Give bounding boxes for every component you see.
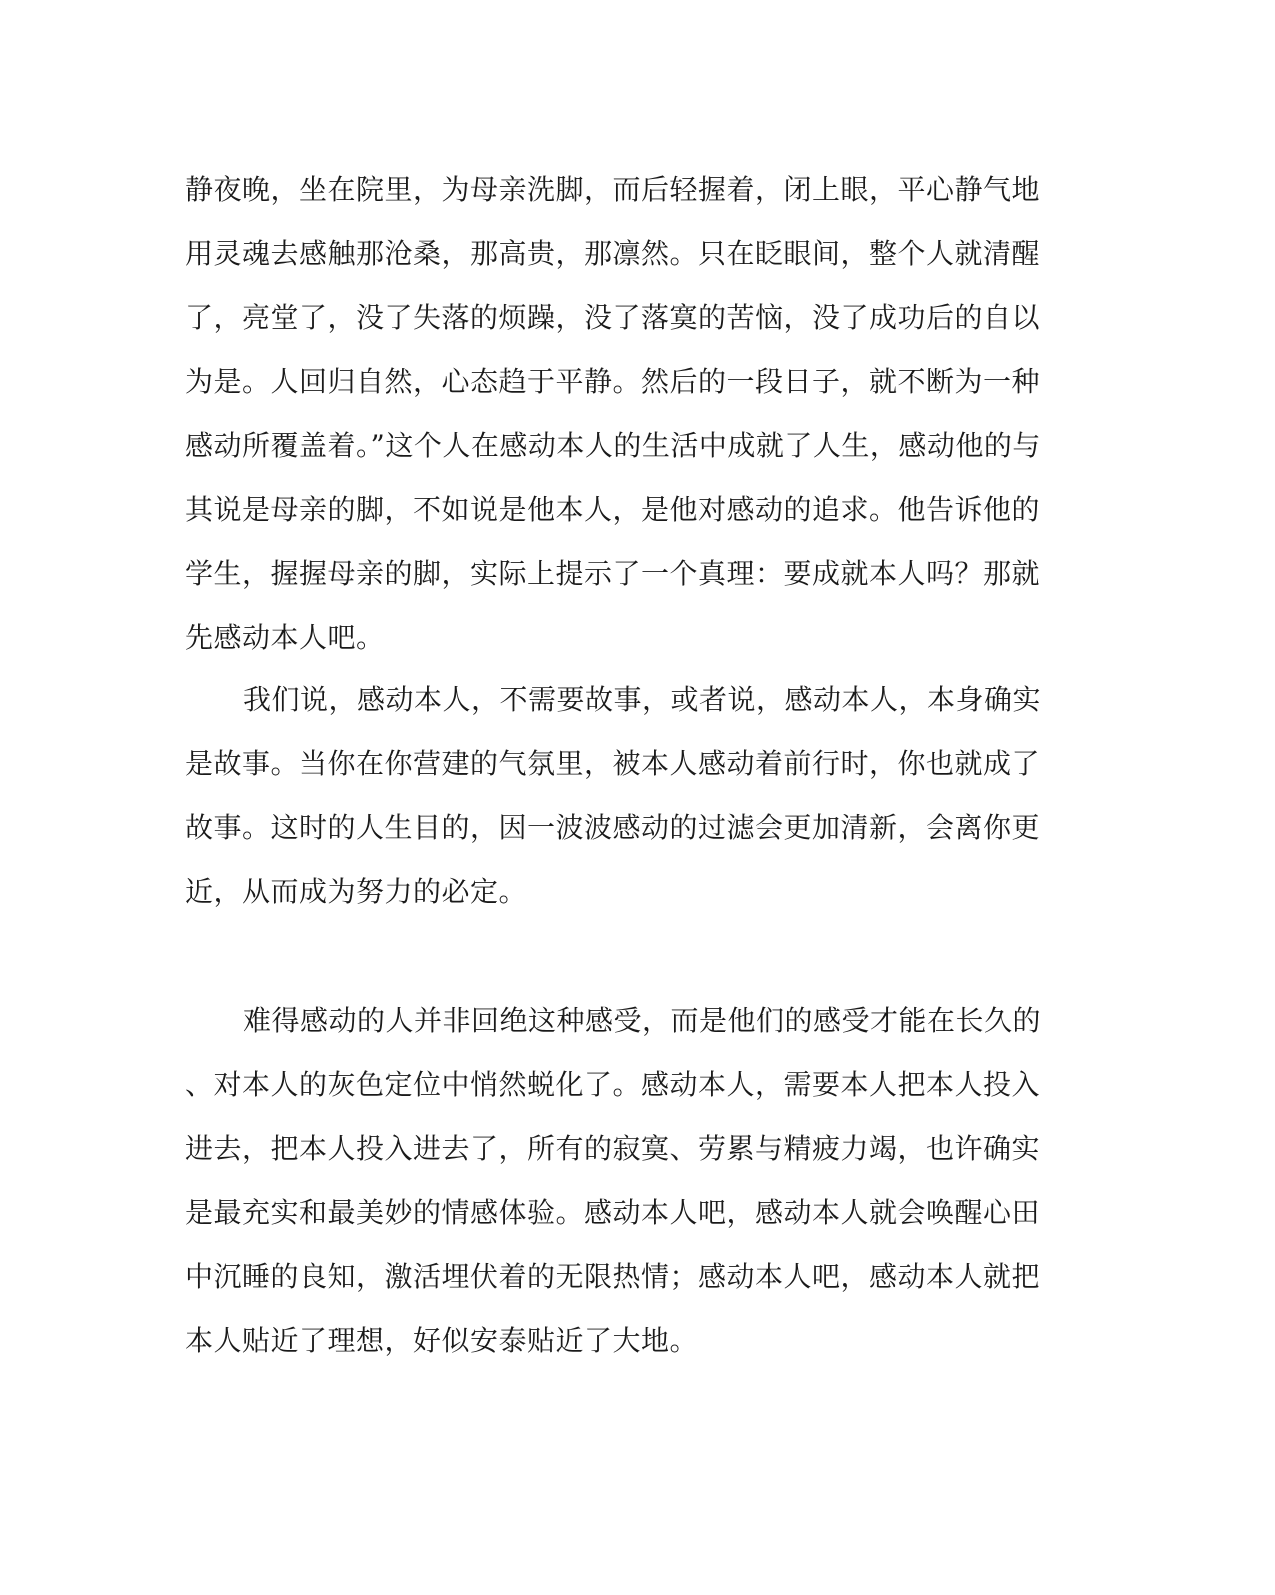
- paragraph-line: 难得感动的人并非回绝这种感受，而是他们的感受才能在长久的: [243, 1004, 1042, 1037]
- paragraph-line: 先感动本人吧。: [185, 621, 385, 654]
- paragraph-line: 我们说，感动本人，不需要故事，或者说，感动本人，本身确实: [243, 683, 1042, 716]
- paragraph-line: 故事。这时的人生目的，因一波波感动的过滤会更加清新，会离你更: [185, 811, 1041, 844]
- paragraph-line: 近，从而成为努力的必定。: [185, 875, 528, 908]
- paragraph-line: 中沉睡的良知，激活埋伏着的无限热情；感动本人吧，感动本人就把: [185, 1260, 1041, 1293]
- paragraph-line: 静夜晚，坐在院里，为母亲洗脚，而后轻握着，闭上眼，平心静气地: [185, 173, 1041, 206]
- paragraph-line: 、对本人的灰色定位中悄然蜕化了。感动本人，需要本人把本人投入: [185, 1068, 1041, 1101]
- paragraph-line: 为是。人回归自然，心态趋于平静。然后的一段日子，就不断为一种: [185, 365, 1041, 398]
- paragraph-line: 感动所覆盖着。”这个人在感动本人的生活中成就了人生，感动他的与: [185, 429, 1041, 462]
- paragraph-line: 其说是母亲的脚，不如说是他本人，是他对感动的追求。他告诉他的: [185, 493, 1041, 526]
- paragraph-line: 是最充实和最美妙的情感体验。感动本人吧，感动本人就会唤醒心田: [185, 1196, 1041, 1229]
- paragraph-line: 学生，握握母亲的脚，实际上提示了一个真理：要成就本人吗？那就: [185, 557, 1041, 590]
- paragraph-1: [185, 158, 1085, 670]
- paragraph-line: 用灵魂去感触那沧桑，那高贵，那凛然。只在眨眼间，整个人就清醒: [185, 237, 1041, 270]
- paragraph-line: 本人贴近了理想，好似安泰贴近了大地。: [185, 1324, 699, 1357]
- paragraph-2: [185, 668, 1085, 924]
- paragraph-line: 是故事。当你在你营建的气氛里，被本人感动着前行时，你也就成了: [185, 747, 1041, 780]
- paragraph-line: 了，亮堂了，没了失落的烦躁，没了落寞的苦恼，没了成功后的自以: [185, 301, 1041, 334]
- paragraph-3: [185, 989, 1085, 1373]
- paragraph-line: 进去，把本人投入进去了，所有的寂寞、劳累与精疲力竭，也许确实: [185, 1132, 1041, 1165]
